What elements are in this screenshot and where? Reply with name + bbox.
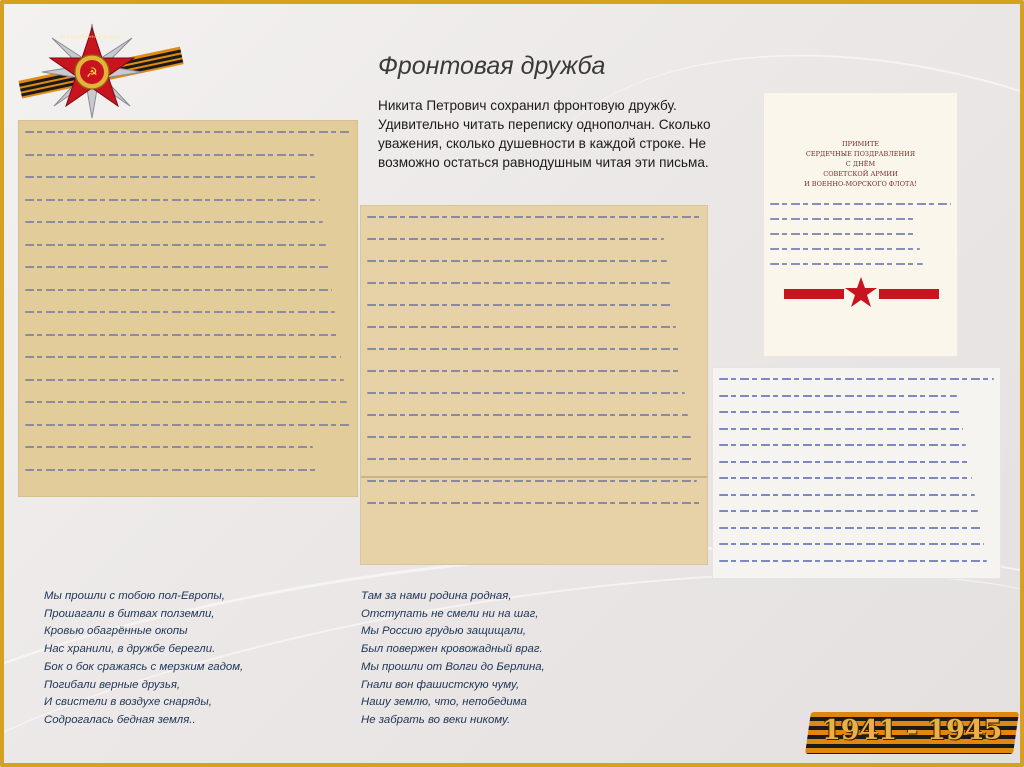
handwriting-stroke — [25, 446, 313, 448]
handwriting-stroke — [367, 260, 667, 262]
handwriting-stroke — [25, 356, 341, 358]
handwriting-stroke — [25, 289, 332, 291]
handwriting-stroke — [367, 502, 700, 504]
poem-line: Мы Россию грудью защищали, — [361, 625, 527, 638]
handwriting-stroke — [770, 263, 923, 265]
letter-image-1 — [18, 120, 358, 497]
poem-line: Нас хранили, в дружбе берегли. — [44, 643, 216, 656]
handwriting-stroke — [367, 238, 664, 240]
svg-text:☭: ☭ — [86, 66, 98, 81]
handwriting-stroke — [719, 510, 978, 512]
handwriting-stroke — [770, 203, 951, 205]
letter-image-3 — [712, 367, 1001, 579]
intro-paragraph: Никита Петрович сохранил фронтовую дружбу. Удивительно читать переписку однополчан. Сколько уважения, сколько душевности в каждой строке. Не возможно остаться равнодушным читая эти письма. — [378, 98, 711, 170]
handwriting-stroke — [770, 218, 914, 220]
card-header: ПРИМИТЕ СЕРДЕЧНЫЕ ПОЗДРАВЛЕНИЯ С ДНЁМ СОВЕТСКОЙ АРМИИ И ВОЕННО-МОРСКОГО ФЛОТА! — [804, 140, 917, 188]
handwriting-stroke — [719, 494, 975, 496]
handwriting-stroke — [719, 560, 987, 562]
handwriting-stroke — [367, 326, 676, 328]
handwriting-stroke — [25, 176, 317, 178]
handwriting-stroke — [367, 458, 694, 460]
handwriting-stroke — [367, 436, 691, 438]
handwriting-stroke — [25, 199, 320, 201]
handwriting-stroke — [25, 266, 329, 268]
poem-line: Кровью обагрённые окопы — [44, 625, 188, 638]
poem-line: Отступать не смели ни на шаг, — [361, 607, 539, 620]
letter-fold — [361, 476, 707, 478]
poem-line: Мы прошли от Волги до Берлина, — [361, 660, 545, 673]
poem-line: Погибали верные друзья, — [44, 678, 181, 691]
handwriting-stroke — [25, 469, 316, 471]
handwriting-stroke — [719, 428, 963, 430]
handwriting-stroke — [770, 233, 917, 235]
handwriting-stroke — [719, 411, 960, 413]
handwriting-stroke — [367, 480, 697, 482]
handwriting-stroke — [770, 248, 920, 250]
red-star-banner-icon — [784, 275, 939, 310]
poem-line: Содрогалась бедная земля.. — [44, 713, 196, 726]
handwriting-stroke — [719, 444, 966, 446]
handwriting-stroke — [367, 216, 701, 218]
letter-image-2 — [360, 205, 708, 565]
poem-line: Прошагали в битвах полземли, — [44, 607, 215, 620]
handwriting-stroke — [25, 379, 344, 381]
handwriting-stroke — [367, 304, 673, 306]
page-title: Фронтовая дружба — [378, 52, 606, 80]
poem-left — [44, 588, 243, 730]
poem-line: Бок о бок сражаясь с мерзким гадом, — [44, 660, 244, 673]
years-label: 1941 - 1945 — [822, 715, 1003, 746]
poem-right — [361, 588, 545, 730]
handwriting-stroke — [719, 527, 981, 529]
handwriting-stroke — [25, 424, 350, 426]
handwriting-stroke — [719, 378, 994, 380]
handwriting-stroke — [367, 282, 670, 284]
handwriting-stroke — [367, 392, 685, 394]
emblem-text: ОТЕЧЕСТВЕННАЯ ВОЙНА — [59, 34, 121, 39]
poem-line: Нашу землю, что, непобедима — [361, 696, 527, 709]
handwriting-stroke — [25, 131, 351, 133]
handwriting-stroke — [25, 154, 314, 156]
handwriting-stroke — [367, 348, 679, 350]
greeting-card — [763, 92, 958, 357]
handwriting-stroke — [25, 401, 347, 403]
poem-line: Не забрать во веки никому. — [361, 713, 511, 726]
handwriting-stroke — [719, 395, 957, 397]
handwriting-stroke — [367, 370, 682, 372]
handwriting-stroke — [25, 244, 326, 246]
poem-line: Там за нами родина родная, — [361, 590, 512, 602]
poem-line: И свистели в воздухе снаряды, — [44, 696, 212, 709]
handwriting-stroke — [719, 461, 969, 463]
poem-line: Гнали вон фашистскую чуму, — [361, 678, 520, 691]
handwriting-stroke — [719, 477, 972, 479]
handwriting-stroke — [25, 311, 335, 313]
handwriting-stroke — [25, 334, 338, 336]
poem-line: Был повержен кровожадный враг. — [361, 643, 543, 656]
handwriting-stroke — [719, 543, 984, 545]
poem-line: Мы прошли с тобою пол-Европы, — [44, 590, 225, 602]
handwriting-stroke — [367, 414, 688, 416]
handwriting-stroke — [25, 221, 323, 223]
